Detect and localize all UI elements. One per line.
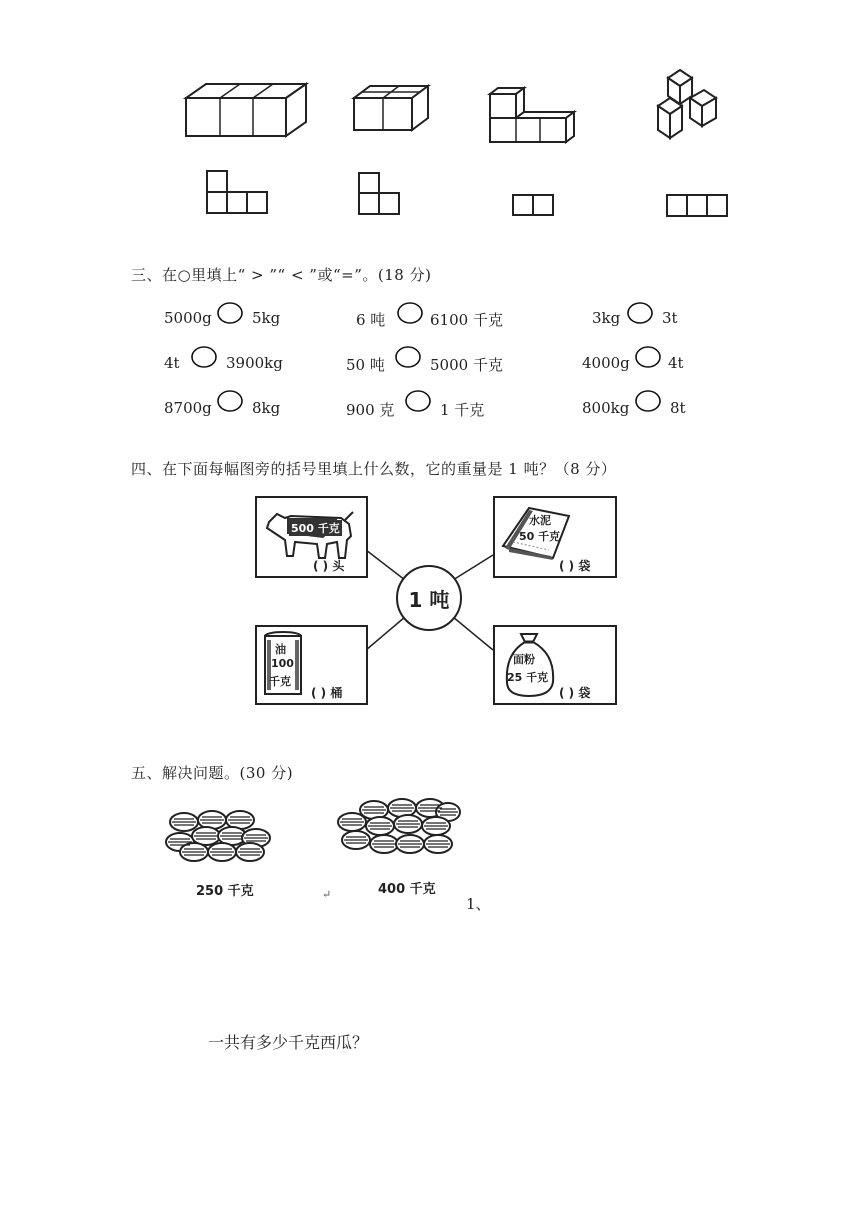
oil-weight-unit: 千克 [269,675,291,688]
compare-right: 4t [668,354,684,372]
cement-unit: ( ) 袋 [559,559,591,573]
compare-left: 5000g [164,309,212,327]
pile1-label: 250 千克 [196,884,254,899]
cow-box [255,496,368,578]
watermelon-pile-1 [162,808,274,864]
oil-weight-number: 100 [271,657,294,670]
flour-unit: ( ) 袋 [559,686,591,700]
compare-left: 900 克 [346,401,395,419]
cement-box [493,496,617,578]
compare-left: 6 吨 [356,311,386,329]
return-mark: ↵ [322,888,332,901]
compare-right: 3t [662,309,678,327]
oil-box [255,625,368,705]
cement-weight: 50 千克 [519,530,561,543]
flour-name: 面粉 [513,653,535,666]
compare-right: 5000 千克 [430,356,503,374]
cow-weight: 500 千克 [291,522,340,535]
flour-box [493,625,617,705]
section3-heading: 三、在○里填上“ > ”“ < ”或“=”。(18 分) [131,266,432,284]
compare-left: 4000g [582,354,630,372]
compare-right: 1 千克 [440,401,485,419]
compare-left: 800kg [582,399,630,417]
oil-name: 油 [275,643,286,656]
flour-weight: 25 千克 [507,671,549,684]
compare-right: 6100 千克 [430,311,503,329]
center-label: 1 吨 [408,588,450,612]
pile2-label: 400 千克 [378,882,436,897]
section5-heading: 五、解决问题。(30 分) [131,764,294,782]
compare-right: 8t [670,399,686,417]
compare-right: 8kg [252,399,281,417]
compare-right: 3900kg [226,354,283,372]
question-text: 一共有多少千克西瓜？ [208,1033,369,1052]
section4-heading: 四、在下面每幅图旁的括号里填上什么数，它的重量是 1 吨？（8 分） [131,460,617,478]
cow-unit: ( ) 头 [313,559,345,573]
compare-left: 50 吨 [346,356,385,374]
compare-left: 3kg [592,309,621,327]
compare-right: 5kg [252,309,281,327]
watermelon-pile-2 [332,798,464,862]
question-number: 1、 [466,895,491,913]
oil-unit: ( ) 桶 [311,686,343,700]
compare-left: 8700g [164,399,212,417]
cement-name: 水泥 [529,514,551,527]
compare-left: 4t [164,354,180,372]
